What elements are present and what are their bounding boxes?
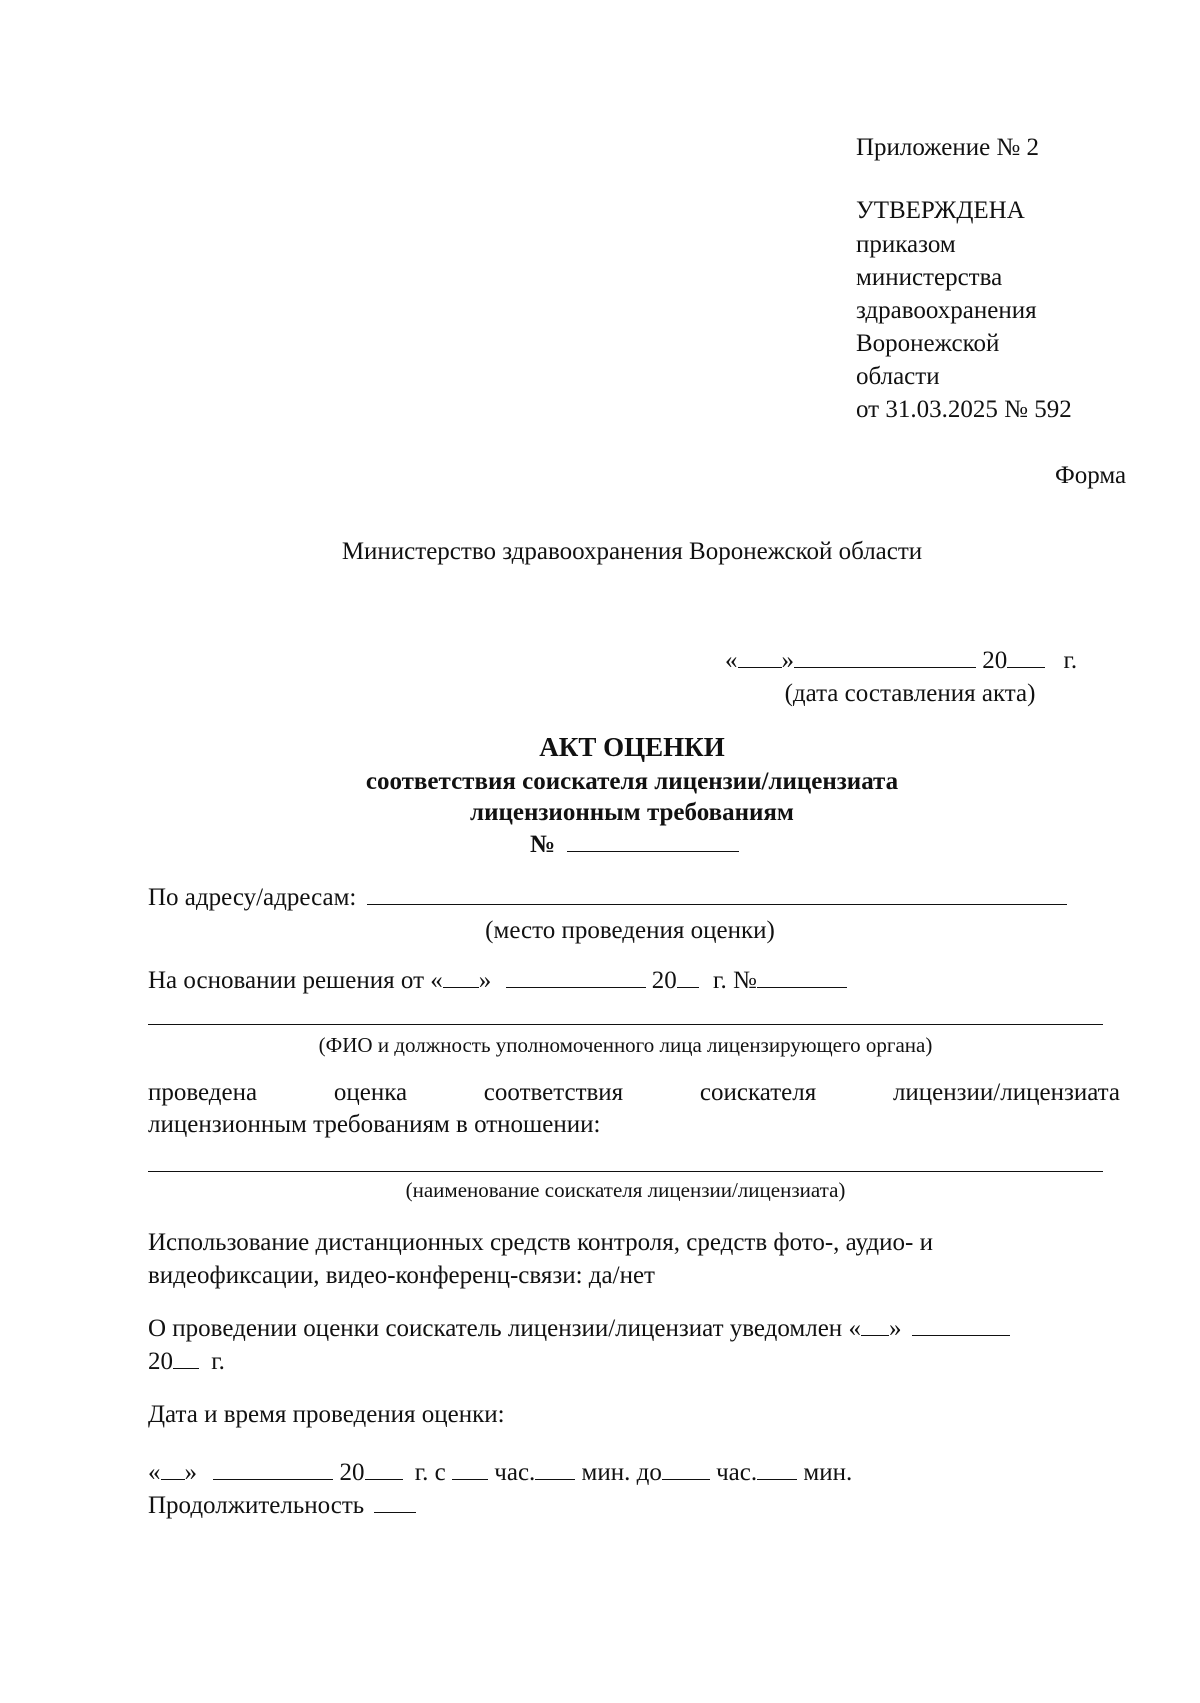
act-title: АКТ ОЦЕНКИ — [539, 732, 725, 762]
decision-basis: На основании решения от « » 20 г. № — [148, 967, 847, 995]
approval-line: от 31.03.2025 № 592 — [856, 396, 1072, 423]
notice-line: О проведении оценки соискатель лицензии/лицензиат уведомлен « » — [148, 1315, 1010, 1343]
approval-line: министерства — [856, 264, 1003, 291]
appendix-label: Приложение № 2 — [856, 134, 1040, 161]
official-caption: (ФИО и должность уполномоченного лица лицензирующего органа) — [318, 1033, 933, 1057]
approval-line: Воронежской — [856, 330, 1000, 357]
applicant-underline — [148, 1171, 1103, 1172]
approval-line: приказом — [856, 231, 956, 258]
act-date-line: « » 20 г. — [725, 647, 1078, 674]
act-number: № — [530, 831, 739, 859]
act-subtitle: лицензионным требованиям — [470, 799, 794, 826]
approved-label: УТВЕРЖДЕНА — [856, 197, 1025, 224]
datetime-label: Дата и время проведения оценки: — [148, 1401, 505, 1428]
act-subtitle: соответствия соискателя лицензии/лицензиата — [365, 768, 899, 795]
assessment-line: проведена оценка соответствия соискателя лицензии/лицензиата — [148, 1079, 1120, 1106]
approval-line: здравоохранения — [856, 297, 1037, 324]
address-caption: (место проведения оценки) — [485, 917, 775, 944]
remote-control-text: Использование дистанционных средств контроля, средств фото-, аудио- и — [148, 1229, 933, 1256]
remote-control-text: видеофиксации, видео-конференц-связи: да/нет — [148, 1262, 655, 1289]
notice-year: 20 г. — [148, 1348, 225, 1375]
applicant-caption: (наименование соискателя лицензии/лицензиата) — [405, 1178, 846, 1202]
official-underline — [148, 1024, 1103, 1025]
datetime-line: « » 20 г. с час. мин. до час. мин. — [148, 1459, 853, 1486]
address-field — [148, 884, 1067, 912]
assessment-line: лицензионным требованиям в отношении: — [148, 1111, 601, 1138]
approval-line: области — [856, 363, 940, 390]
duration-line: Продолжительность — [148, 1492, 416, 1520]
form-label: Форма — [1055, 462, 1127, 489]
address-label: По адресу/адресам: — [148, 884, 357, 911]
act-date-caption: (дата составления акта) — [784, 680, 1036, 707]
ministry-name: Министерство здравоохранения Воронежской области — [341, 538, 923, 565]
